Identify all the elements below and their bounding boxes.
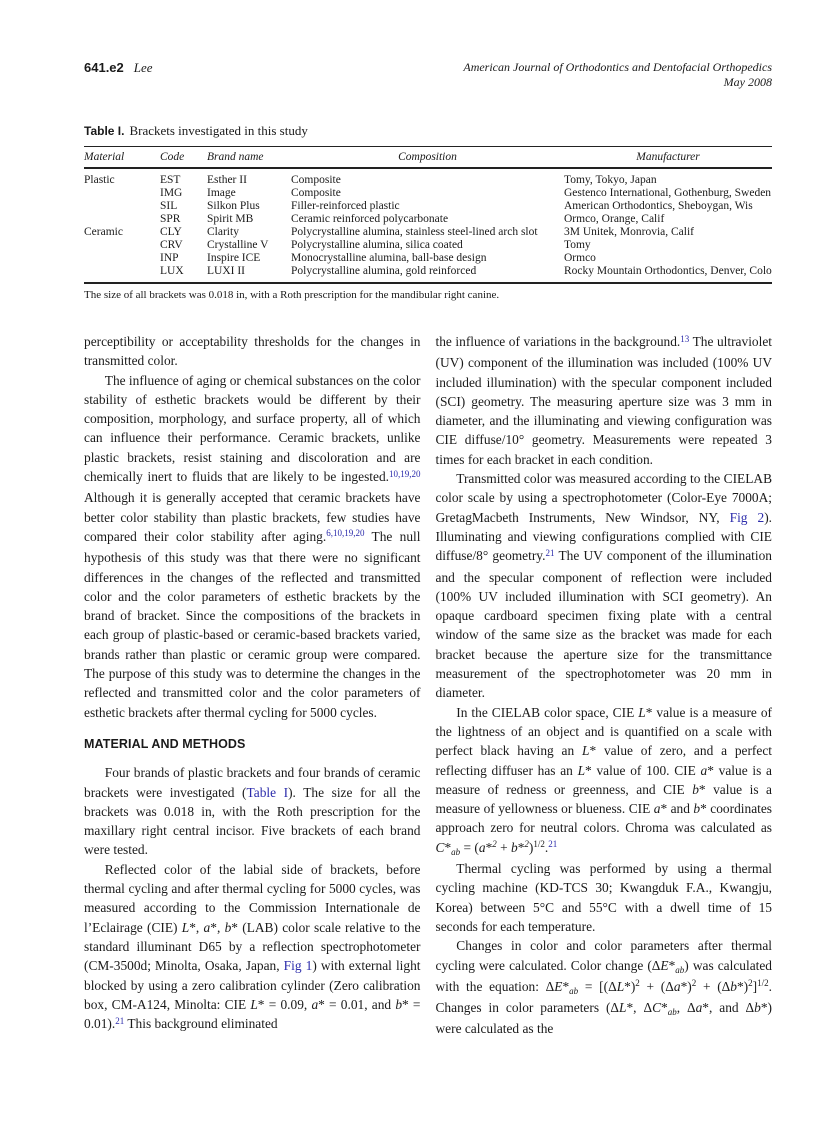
column-header: Composition <box>398 151 457 163</box>
right-column <box>436 332 773 1039</box>
body-paragraph: Changes in color and color parameters after thermal cycling were calculated. Color change $(\Delta E*_{ab})$ was calculated with the equation: $\Delta E*_{ab} = [(\Delta L*)^2 + (\Delta a*)^2 + (\Delta b*)^2]^{1/2}$. Changes in color parameters (ΔL*, $\Delta C*_{ab}$, Δa*, and Δb*) were calculated as the <box>435 938 772 1037</box>
inline-math: L <box>619 1000 627 1016</box>
table-cell: Inspire ICE <box>207 252 261 264</box>
table-body <box>84 168 772 283</box>
inline-math: E <box>554 978 563 994</box>
inline-math: b <box>395 996 403 1012</box>
table-cell <box>84 200 160 213</box>
body-paragraph: Thermal cycling was performed by using a thermal cycling machine (KD-TCS 30; Kwangduk F.A., Kwangju, Korea) between 5°C and 55°C with a dwell time of 15 seconds for each temperature. <box>435 861 772 934</box>
table-cell: SIL <box>160 200 178 212</box>
page-number: 641.e2 <box>84 60 124 75</box>
table-cell: Polycrystalline alumina, gold reinforced <box>291 265 477 277</box>
table-cell <box>84 252 160 265</box>
table-cell: 3M Unitek, Monrovia, Calif <box>564 226 694 238</box>
inline-math: a <box>478 839 486 855</box>
table-cell: Polycrystalline alumina, stainless steel-lined arch slot <box>291 226 538 238</box>
table-cell: American Orthodontics, Sheboygan, Wis <box>564 200 753 212</box>
citation-superscript[interactable]: 6,10,19,20 <box>326 528 365 539</box>
body-paragraph: perceptibility or acceptability thresholds for the changes in transmitted color. <box>84 334 421 369</box>
table-label: Table I. <box>84 124 125 138</box>
body-paragraph: Four brands of plastic brackets and four brands of ceramic brackets were investigated (Table I). The size for all the brackets was 0.018 in, with the Roth prescription for the maxillary right central incisor. Five brackets of each brand were tested. <box>84 765 421 858</box>
table-cell: Esther II <box>207 174 247 186</box>
table-cell: Image <box>207 187 236 199</box>
table-cell: Crystalline V <box>207 239 269 251</box>
table-cell <box>84 265 160 284</box>
inline-math: b <box>692 781 699 797</box>
article-body <box>84 332 772 1039</box>
inline-math: a <box>700 762 708 778</box>
body-paragraph: The influence of aging or chemical substances on the color stability of esthetic brackets would be different by their composition, morphology, and surface property, all of which can influence their performance. Ceramic brackets, unlike plastic brackets, resist staining and discoloration and are chemically inert to fluids that are likely to be ingested.$^{10,19,20}$ Although it is generally accepted that ceramic brackets have better color stability than plastic brackets, few studies have compared their color stability after aging.$^{6,10,19,20}$ The null hypothesis of this study was that there were no significant differences in the changes of the reflected and transmitted color and the color parameters of esthetic brackets by the brand of bracket. Since the compositions of the brackets in each group of plastic-based or ceramic-based brackets varied, brands rather than plastic or ceramic group were compared. The purpose of this study was to determine the changes in the reflected and transmitted color and the color parameters of esthetic brackets after thermal cycling for 5000 cycles. <box>84 372 421 720</box>
left-column <box>84 332 421 1039</box>
table-cell: CRV <box>160 239 183 251</box>
table-title-text: Brackets investigated in this study <box>129 123 308 138</box>
inline-math: b <box>730 978 737 994</box>
column-header: Material <box>84 151 125 163</box>
table-cell: INP <box>160 252 179 264</box>
table-cell: Tomy, Tokyo, Japan <box>564 174 657 186</box>
table-caption <box>84 123 772 139</box>
table-row <box>84 265 772 284</box>
table-cell: Gestenco International, Gothenburg, Sweden <box>564 187 772 199</box>
citation-superscript[interactable]: 13 <box>680 333 690 344</box>
table-row <box>84 239 772 252</box>
table-cell: Monocrystalline alumina, ball-base design <box>291 252 487 264</box>
table-cell <box>84 187 160 200</box>
inline-math: 2 <box>691 978 697 989</box>
inline-math: L <box>577 762 586 778</box>
inline-math: E <box>660 957 669 973</box>
cross-reference-link[interactable]: Table I <box>246 784 289 800</box>
table-cell: Ormco, Orange, Calif <box>564 213 665 225</box>
running-head-right <box>463 60 772 90</box>
body-paragraph: the influence of variations in the background.$^{13}$ The ultraviolet (UV) component of the illumination was included (100% UV included illumination) with the specular component included (SCI) geometry. The measuring aperture size was 3 mm in diameter, and the illuminating and viewing configuration was CIE diffuse/10° geometry. Measurements were repeated 3 times for each bracket in each condition. <box>435 333 772 467</box>
inline-math: 1/2 <box>533 839 545 850</box>
author-name: Lee <box>133 60 153 75</box>
table-cell: Filler-reinforced plastic <box>291 200 400 212</box>
table-cell: Ceramic reinforced polycarbonate <box>291 213 449 225</box>
column-header: Code <box>160 151 185 163</box>
inline-math: a <box>653 801 661 817</box>
table-cell: Polycrystalline alumina, silica coated <box>291 239 463 251</box>
table-row <box>84 226 772 239</box>
inline-math: a <box>673 978 681 994</box>
table-cell: Tomy <box>564 239 591 251</box>
citation-superscript[interactable]: 21 <box>545 547 555 558</box>
column-header: Brand name <box>207 151 264 163</box>
inline-math: L <box>638 704 646 720</box>
cross-reference-link[interactable]: Fig 1 <box>283 958 313 974</box>
inline-math: b <box>693 801 701 817</box>
citation-superscript[interactable]: 10,19,20 <box>389 468 421 479</box>
inline-math: C <box>652 1000 661 1016</box>
table-header-row <box>84 147 772 169</box>
inline-math: ab <box>675 964 685 975</box>
inline-math: 2 <box>492 839 497 850</box>
cross-reference-link[interactable]: Fig 2 <box>729 509 765 525</box>
inline-math: 1/2 <box>757 978 769 989</box>
running-head-left <box>84 60 153 76</box>
inline-math: L <box>250 996 258 1012</box>
inline-math: b <box>224 919 232 935</box>
table-cell: LUX <box>160 265 184 277</box>
table-cell: SPR <box>160 213 181 225</box>
citation-superscript[interactable]: 21 <box>115 1015 125 1026</box>
table-cell <box>84 213 160 226</box>
inline-math: a <box>695 1000 703 1016</box>
table-cell: Spirit MB <box>207 213 254 225</box>
citation-superscript[interactable]: 21 <box>548 839 558 850</box>
inline-math: L <box>582 743 590 759</box>
inline-math: b <box>754 1000 761 1016</box>
body-paragraph: Transmitted color was measured according to the CIELAB color scale by using a spectrophotometer (Color-Eye 7000A; GretagMacbeth Instruments, New Windsor, NY, Fig 2). Illuminating and viewing configurations complied with CIE diffuse/8° geometry.$^{21}$ The UV component of the illumination and the specular component of reflection were included (100% UV included illumination with SCI geometry). An opaque cardboard specimen fixing plate with a central window of the same size as the bracket was made for each bracket because the aperture size for the transmittance measurement of the spectrophotometer was 20 mm in diameter. <box>435 471 772 701</box>
table-cell: Ormco <box>564 252 596 264</box>
table-row <box>84 168 772 187</box>
table-cell: Ceramic <box>84 226 123 238</box>
inline-math: L <box>616 978 625 994</box>
table-cell: Silkon Plus <box>207 200 260 212</box>
table-cell <box>84 239 160 252</box>
journal-title: American Journal of Orthodontics and Dentofacial Orthopedics <box>463 60 772 74</box>
table-cell: Composite <box>291 174 341 186</box>
inline-math: 2 <box>748 978 753 989</box>
table-row <box>84 252 772 265</box>
table-cell: Plastic <box>84 174 115 186</box>
inline-math: ab <box>569 985 579 996</box>
journal-issue: May 2008 <box>723 75 772 89</box>
inline-math: b <box>511 839 518 855</box>
inline-math: ab <box>667 1007 677 1018</box>
column-header: Manufacturer <box>636 151 700 163</box>
inline-math: L <box>181 919 190 935</box>
table-row <box>84 200 772 213</box>
inline-math: 2 <box>635 978 640 989</box>
table-footnote: The size of all brackets was 0.018 in, with a Roth prescription for the mandibular right canine. <box>84 289 500 301</box>
table-cell: Composite <box>291 187 341 199</box>
body-paragraph: In the CIELAB color space, CIE L* value is a measure of the lightness of an object and is quantified on a scale with perfect black having an L* value of zero, and a perfect reflecting diffuser has an L* value of 100. CIE a* value is a measure of redness or greenness, and CIE b* value is a measure of yellowness or blueness. CIE a* and b* coordinates approach zero for neutral colors. Chroma was calculated as $C*_{ab} = (a*^2 + b*^2)^{1/2}.^{21}$ <box>435 704 773 857</box>
table-cell: LUXI II <box>207 265 245 277</box>
inline-math: a <box>311 996 319 1012</box>
table-cell: Clarity <box>207 226 239 238</box>
brackets-table <box>84 146 772 284</box>
body-paragraph: Reflected color of the labial side of brackets, before thermal cycling and after thermal cycling for 5000 cycles, was measured according to the Commission Internationale de l’Eclairage (CIE) L*, a*, b* (LAB) color scale relative to the standard illuminant D65 by a reflection spectrophotometer (CM-3500d; Minolta, Osaka, Japan, Fig 1) with external light blocked by using a zero calibration cylinder (Zero calibration box, CM-A124, Minolta: CIE L* = 0.09, a* = 0.01, and b* = 0.01).$^{21}$ This background eliminated <box>84 861 421 1032</box>
table-cell: CLY <box>160 226 182 238</box>
table-cell: Rocky Mountain Orthodontics, Denver, Colo <box>564 265 772 277</box>
inline-math: C <box>435 839 445 855</box>
table-1-section <box>84 123 772 301</box>
table-cell: IMG <box>160 187 183 199</box>
table-row <box>84 187 772 200</box>
table-row <box>84 213 772 226</box>
inline-math: a <box>203 919 211 935</box>
table-cell: EST <box>160 174 181 186</box>
inline-math: ab <box>451 846 461 857</box>
running-head <box>84 60 772 90</box>
section-heading-material-and-methods: MATERIAL AND METHODS <box>84 736 246 751</box>
inline-math: 2 <box>524 839 529 850</box>
